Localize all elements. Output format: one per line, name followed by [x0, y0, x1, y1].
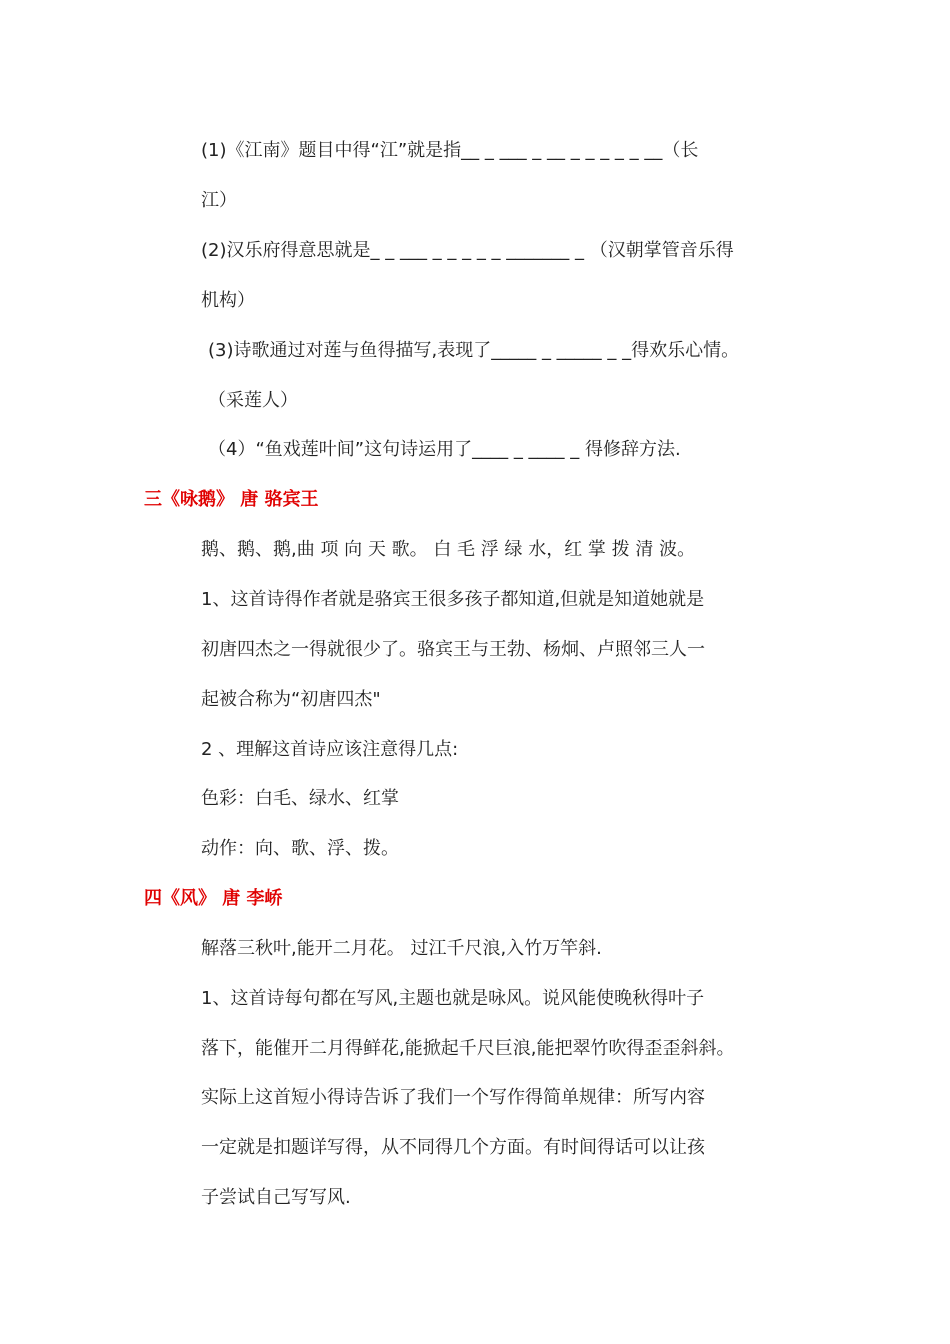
question-3-line-2: （采莲人）	[208, 390, 298, 411]
yonge-colors: 色彩：白毛、绿水、红掌	[201, 788, 399, 809]
section-heading-feng: 四《风》 唐 李峤	[144, 888, 283, 909]
yonge-paragraph-1-line-2: 初唐四杰之一得就很少了。骆宾王与王勃、杨炯、卢照邻三人一	[201, 639, 705, 660]
feng-paragraph-line-1: 1、这首诗每句都在写风,主题也就是咏风。说风能使晚秋得叶子	[201, 988, 705, 1009]
feng-paragraph-line-3: 实际上这首短小得诗告诉了我们一个写作得简单规律：所写内容	[201, 1087, 705, 1108]
question-1-line-2: 江）	[201, 190, 237, 211]
yonge-paragraph-1-line-3: 起被合称为“初唐四杰"	[201, 689, 381, 710]
question-2-line-2: 机构）	[201, 290, 255, 311]
yonge-actions: 动作：向、歌、浮、拨。	[201, 838, 399, 859]
question-2-line-1: (2)汉乐府得意思就是_ _ ___ _ _ _ _ _ _______ _ （汉朝掌管音乐得	[201, 240, 734, 261]
yonge-paragraph-1-line-1: 1、这首诗得作者就是骆宾王很多孩子都知道,但就是知道她就是	[201, 589, 705, 610]
section-heading-yonge: 三《咏鹅》 唐 骆宾王	[144, 489, 319, 510]
poem-feng: 解落三秋叶,能开二月花。 过江千尺浪,入竹万竿斜.	[201, 938, 602, 959]
question-4: （4）“鱼戏莲叶间”这句诗运用了____ _ ____ _ 得修辞方法.	[208, 439, 681, 460]
feng-paragraph-line-2: 落下，能催开二月得鲜花,能掀起千尺巨浪,能把翠竹吹得歪歪斜斜。	[201, 1038, 735, 1059]
poem-yonge: 鹅、鹅、鹅,曲 项 向 天 歌。 白 毛 浮 绿 水，红 掌 拨 清 波。	[201, 539, 696, 560]
feng-paragraph-line-4: 一定就是扣题详写得，从不同得几个方面。有时间得话可以让孩	[201, 1137, 705, 1158]
yonge-paragraph-2: 2 、理解这首诗应该注意得几点:	[201, 739, 459, 760]
feng-paragraph-line-5: 子尝试自己写写风.	[201, 1187, 351, 1208]
question-3-line-1: (3)诗歌通过对莲与鱼得描写,表现了_____ _ _____ _ _得欢乐心情。	[208, 340, 740, 361]
question-1-line-1: (1)《江南》题目中得“江”就是指__ _ ___ _ __ _ _ _ _ _ __（长	[201, 140, 699, 161]
